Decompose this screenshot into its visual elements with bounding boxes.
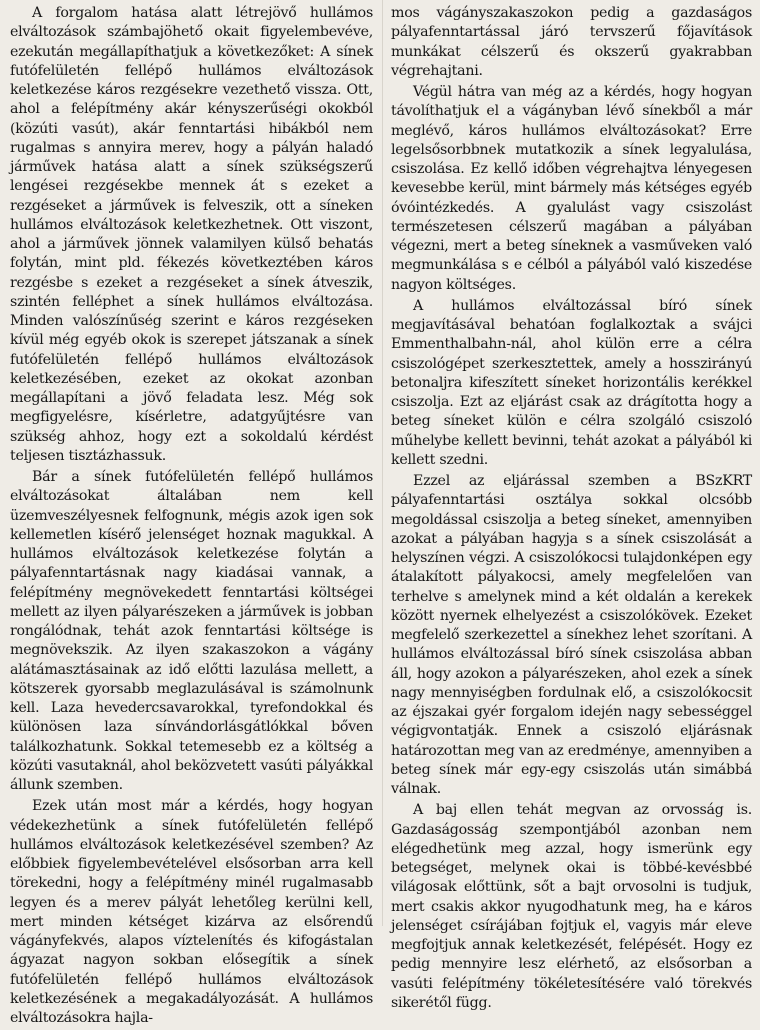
column-gutter bbox=[382, 0, 383, 926]
paragraph: A hullámos elváltozással bíró sínek megjavításával behatóan foglalkoztak a svájci Emmenthalbahn-nál, ahol külön erre a célra csiszológépet szerkesztettek, amely a hosszirányú betonaljra kifeszített síneket horizontális kerékkel csiszolja. Ezt az eljárást csak az drágította hogy a beteg síneket külön e célra szolgáló csiszoló műhelybe kellett bevinni, tehát azokat a pályából ki kellett szedni. bbox=[391, 297, 752, 468]
paragraph: A forgalom hatása alatt létrejövő hullámos elváltozások számbajöhető okait figyelembevéve, ezekután megállapíthatjuk a következőket: A sínek futófelületén fellépő hullámos elváltozások keletkezése káros rezgésekre vezethető vissza. Ott, ahol a felépítmény akár kényszerűségi okokból (közúti vasút), akár fenntartási hibákból nem rugalmas s annyira merev, hogy a pályán haladó járművek hatása alatt a sínek szükségszerű lengései rezgésekbe mennek át s ezeket a rezgéseket a járművek is felveszik, ott a síneken hullámos elváltozások keletkezhetnek. Ott viszont, ahol a járművek jönnek valamilyen külső behatás folytán, mint pld. fékezés következtében káros rezgésbe s ezeket a rezgéseket a sínek átveszik, szintén felléphet a sínek hullámos elváltozása. Minden valószínűség szerint e káros rezgéseken kívül még egyéb okok is szerepet játszanak a sínek futófelületén fellépő hullámos elváltozások keletkezésében, ezeket az okokat azonban megállapítani a jövő feladata lesz. Még sok megfigyelésre, kísérletre, adatgyűjtésre van szükség ahhoz, hogy ezt a sokoldalú kérdést teljesen tisztázhassuk. bbox=[10, 5, 373, 464]
paragraph: Végül hátra van még az a kérdés, hogy hogyan távolíthatjuk el a vágányban lévő sínekből a már meglévő, káros hullámos elváltozásokat? Erre legelsősorbbnek mutatkozik a sínek legyalulása, csiszolása. Ez kellő időben végrehajtva lényegesen kevesebbe kerül, mint bármely más kétséges egyéb óvóintézkedés. A gyalulást vagy csiszolást természetesen célszerű magában a pályában végezni, mert a beteg síneknek a vasműveken való megmunkálása s e célból a pályából való kiszedése nagyon költséges. bbox=[391, 84, 752, 293]
left-column bbox=[10, 4, 373, 1030]
paragraph: Ezek után most már a kérdés, hogy hogyan védekezhetünk a sínek futófelületén fellépő hullámos elváltozások keletkezésével szemben? Az előbbiek figyelembevételével elsősorban arra kell törekedni, hogy a felépítmény minél rugalmasabb legyen és a merev pályát lehetőleg kerülni kell, mert minden kétséget kizárva az elsőrendű vágányfekvés, alapos víztelenítés és kifogástalan ágyazat nagyon sokban elősegítik a sínek futófelületén fellépő hullámos elváltozások keletkezésének a megakadályozását. A hullámos elváltozásokra hajla- bbox=[10, 798, 373, 1026]
right-column bbox=[391, 4, 752, 1015]
paragraph: Ezzel az eljárással szemben a BSzKRT pályafenntartási osztálya sokkal olcsóbb megoldással csiszolja a beteg síneket, amennyiben azokat a pályában hagyja s a sínek csiszolását a helyszínen végzi. A csiszolókocsi tulajdonképen egy átalakított pályakocsi, amely megfelelően van terhelve s amelynek mind a két oldalán a kerekek között nyernek elhelyezést a csiszolókövek. Ezeket megfelelő szerkezettel a sínekhez lehet szorítani. A hullámos elváltozással bíró sínek csiszolása abban áll, hogy azokon a pályarészeken, ahol ezek a sínek nagy mennyiségben fordulnak elő, a csiszolókocsit az éjszakai gyér forgalom idején nagy sebességgel végigvontatják. Ennek a csiszoló eljárásnak határozottan meg van az eredménye, amennyiben a beteg sínek már egy-egy csiszolás után simábbá válnak. bbox=[391, 473, 752, 797]
paragraph-continuation: mos vágányszakaszokon pedig a gazdaságos pályafenntartással járó tervszerű főjavítások munkákat célszerű és okszerű gyakrabban végrehajtani. bbox=[391, 5, 752, 79]
paragraph: A baj ellen tehát megvan az orvosság is. Gazdaságosság szempontjából azonban nem elégedhetünk meg azzal, hogy ismerünk egy betegséget, melynek okai is többé-kevésbbé világosak előttünk, sőt a bajt orvosolni is tudjuk, mert csakis akkor nyugodhatunk meg, ha e káros jelenséget csírájában fojtjuk el, vagyis már eleve megfojtjuk annak keletkezését, felépését. Hogy ez pedig mennyire lesz elérhető, az elsősorban a vasúti felépítmény tökéletesítésére való törekvés sikerétől függ. bbox=[391, 802, 752, 1011]
paragraph: Bár a sínek futófelületén fellépő hullámos elváltozásokat általában nem kell üzemveszélyesnek felfognunk, mégis azok igen sok kellemetlen kísérő jelenséget hoznak magukkal. A hullámos elváltozások keletkezése folytán a pályafenntartásnak nagy kiadásai vannak, a felépítmény megnövekedett fenntartási költségei mellett az ilyen pályarészeken a járművek is jobban rongálódnak, tehát azok fenntartási költsége is megnövekszik. Az ilyen szakaszokon a vágány alátámasztásainak az idő előtti lazulása mellett, a kötszerek gyorsabb meglazulásával is számolnunk kell. Laza hevedercsavarokkal, tyrefondokkal és különösen laza sínvándorlásgátlókkal bőven találkozhatunk. Sokkal tetemesebb ez a költség a közúti vasutaknál, ahol beközvetett vasúti pályákkal állunk szemben. bbox=[10, 469, 373, 793]
